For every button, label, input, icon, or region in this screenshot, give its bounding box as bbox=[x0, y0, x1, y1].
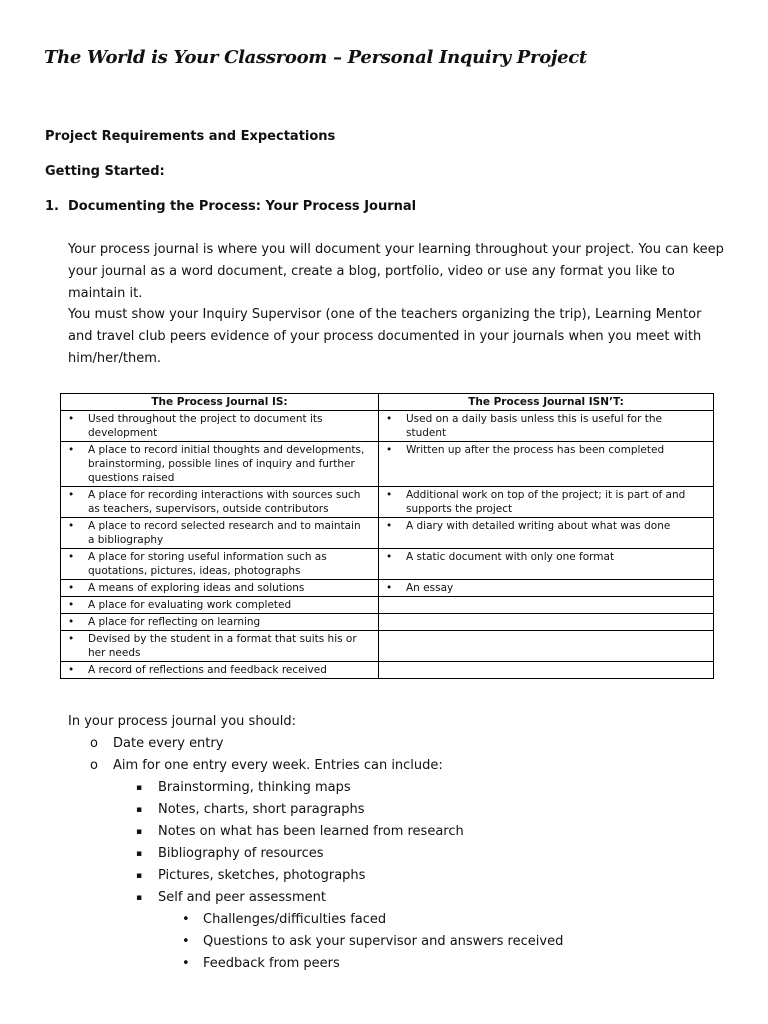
cell-text: A place to record initial thoughts and developments, brainstorming, possible lines of inquiry and further questions raised bbox=[88, 444, 365, 484]
list-item: ▪ Notes on what has been learned from research bbox=[68, 821, 296, 843]
table-row bbox=[61, 487, 714, 518]
cell-is bbox=[61, 487, 379, 518]
section-number: 1. bbox=[45, 199, 59, 214]
bullet-icon: • bbox=[386, 489, 393, 501]
table-row bbox=[61, 442, 714, 487]
cell-isnt bbox=[379, 549, 714, 580]
cell-is bbox=[61, 597, 379, 614]
circle-bullet-icon: o bbox=[90, 758, 98, 773]
cell-text: A place for storing useful information such as quotations, pictures, ideas, photographs bbox=[88, 551, 327, 577]
cell-text: Written up after the process has been completed bbox=[406, 444, 665, 456]
cell-text: A place for evaluating work completed bbox=[88, 599, 292, 611]
cell-is bbox=[61, 662, 379, 679]
bullet-icon: • bbox=[68, 489, 75, 501]
bullet-icon: • bbox=[182, 956, 190, 971]
paragraph-journal-intro: Your process journal is where you will document your learning throughout your project. You can keep your journal as a word document, create a blog, portfolio, video or use any format you like to maintain it. bbox=[68, 242, 724, 301]
table-row bbox=[61, 549, 714, 580]
bullet-icon: • bbox=[182, 912, 190, 927]
cell-is bbox=[61, 518, 379, 549]
cell-is bbox=[61, 549, 379, 580]
square-bullet-icon: ▪ bbox=[136, 827, 143, 837]
list-item: • Questions to ask your supervisor and answers received bbox=[68, 931, 296, 953]
cell-text: A record of reflections and feedback received bbox=[88, 664, 327, 676]
bullet-icon: • bbox=[386, 582, 393, 594]
cell-text: A place for reflecting on learning bbox=[88, 616, 261, 628]
circle-bullet-icon: o bbox=[90, 736, 98, 751]
process-journal-table bbox=[60, 393, 714, 679]
cell-text: A place for recording interactions with sources such as teachers, supervisors, outside contributors bbox=[88, 489, 361, 515]
table-row bbox=[61, 614, 714, 631]
list-item: o Date every entry bbox=[68, 733, 296, 755]
heading-getting-started: Getting Started: bbox=[45, 164, 165, 179]
cell-text: A diary with detailed writing about what was done bbox=[406, 520, 671, 532]
cell-text: An essay bbox=[406, 582, 454, 594]
table-row bbox=[61, 662, 714, 679]
cell-is bbox=[61, 631, 379, 662]
cell-isnt bbox=[379, 580, 714, 597]
square-bullet-icon: ▪ bbox=[136, 783, 143, 793]
should-intro: In your process journal you should: bbox=[68, 714, 296, 729]
cell-text: Additional work on top of the project; it is part of and supports the project bbox=[406, 489, 686, 515]
table-header-row bbox=[61, 394, 714, 411]
list-item: ▪ Bibliography of resources bbox=[68, 843, 296, 865]
heading-requirements: Project Requirements and Expectations bbox=[45, 129, 336, 144]
cell-text: A static document with only one format bbox=[406, 551, 615, 563]
bullet-icon: • bbox=[68, 444, 75, 456]
document-title: The World is Your Classroom – Personal Inquiry Project bbox=[44, 47, 587, 68]
cell-is bbox=[61, 442, 379, 487]
cell-isnt bbox=[379, 631, 714, 662]
paragraph-supervisor: You must show your Inquiry Supervisor (one of the teachers organizing the trip), Learning Mentor and travel club peers evidence of your process documented in your journals when you meet with him/her/them. bbox=[68, 307, 702, 366]
table-row bbox=[61, 518, 714, 549]
cell-isnt bbox=[379, 487, 714, 518]
cell-text: A means of exploring ideas and solutions bbox=[88, 582, 305, 594]
cell-text: Used throughout the project to document its development bbox=[88, 413, 323, 439]
cell-is bbox=[61, 580, 379, 597]
cell-text: A place to record selected research and to maintain a bibliography bbox=[88, 520, 361, 546]
table-row bbox=[61, 597, 714, 614]
square-bullet-icon: ▪ bbox=[136, 871, 143, 881]
list-item: • Feedback from peers bbox=[68, 953, 296, 975]
list-item: • Challenges/difficulties faced bbox=[68, 909, 296, 931]
cell-isnt bbox=[379, 411, 714, 442]
bullet-icon: • bbox=[386, 444, 393, 456]
bullet-icon: • bbox=[68, 664, 75, 676]
cell-isnt bbox=[379, 442, 714, 487]
section-heading bbox=[45, 199, 416, 214]
cell-isnt bbox=[379, 597, 714, 614]
header-isnt: The Process Journal ISN’T: bbox=[379, 394, 714, 411]
bullet-icon: • bbox=[68, 520, 75, 532]
cell-isnt bbox=[379, 518, 714, 549]
bullet-icon: • bbox=[386, 551, 393, 563]
cell-isnt bbox=[379, 662, 714, 679]
bullet-icon: • bbox=[68, 413, 75, 425]
bullet-icon: • bbox=[68, 633, 75, 645]
should-list bbox=[68, 711, 564, 975]
list-item: ▪ Self and peer assessment bbox=[68, 887, 296, 909]
bullet-icon: • bbox=[386, 520, 393, 532]
bullet-icon: • bbox=[386, 413, 393, 425]
bullet-icon: • bbox=[68, 616, 75, 628]
bullet-icon: • bbox=[182, 934, 190, 949]
bullet-icon: • bbox=[68, 582, 75, 594]
table-row bbox=[61, 580, 714, 597]
cell-is bbox=[61, 614, 379, 631]
table-row bbox=[61, 631, 714, 662]
list-item: ▪ Brainstorming, thinking maps bbox=[68, 777, 296, 799]
list-item: ▪ Pictures, sketches, photographs bbox=[68, 865, 296, 887]
bullet-icon: • bbox=[68, 551, 75, 563]
square-bullet-icon: ▪ bbox=[136, 849, 143, 859]
cell-is bbox=[61, 411, 379, 442]
table-row bbox=[61, 411, 714, 442]
list-item: o Aim for one entry every week. Entries can include: bbox=[68, 755, 296, 777]
square-bullet-icon: ▪ bbox=[136, 805, 143, 815]
section-title: Documenting the Process: Your Process Journal bbox=[68, 199, 417, 214]
header-is: The Process Journal IS: bbox=[61, 394, 379, 411]
bullet-icon: • bbox=[68, 599, 75, 611]
list-item: ▪ Notes, charts, short paragraphs bbox=[68, 799, 296, 821]
cell-text: Devised by the student in a format that suits his or her needs bbox=[88, 633, 357, 659]
cell-text: Used on a daily basis unless this is useful for the student bbox=[406, 413, 662, 439]
square-bullet-icon: ▪ bbox=[136, 893, 143, 903]
cell-isnt bbox=[379, 614, 714, 631]
